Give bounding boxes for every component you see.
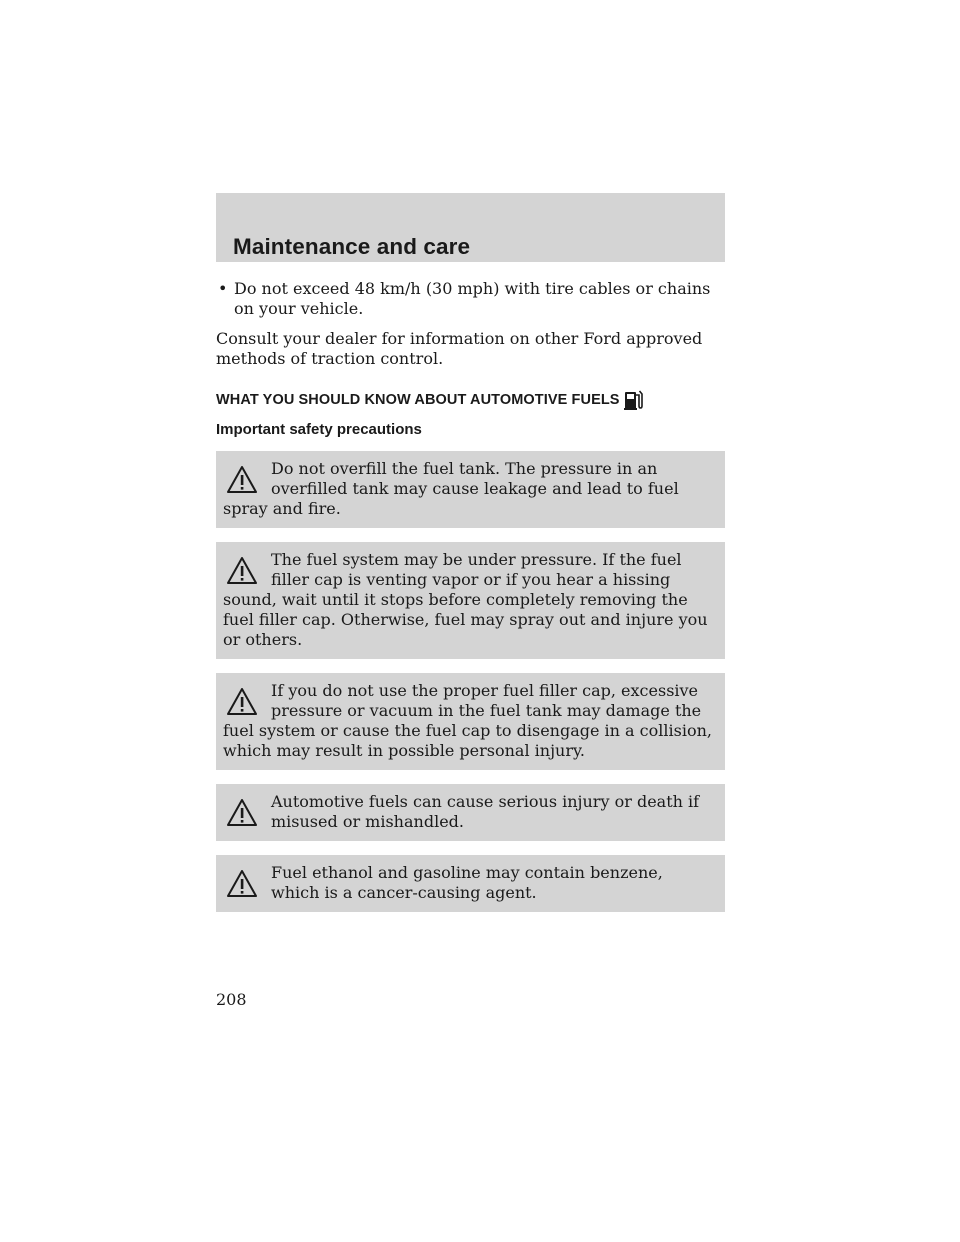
safety-precautions-subheading: Important safety precautions [216, 421, 422, 438]
warning-box [216, 784, 725, 841]
warnings-list [216, 451, 725, 912]
warning-triangle-icon [226, 869, 258, 899]
warning-text: Fuel ethanol and gasoline may contain benzene, which is a cancer-causing agent. [271, 863, 663, 902]
section-title: Maintenance and care [233, 234, 471, 259]
bullet-text: Do not exceed 48 km/h (30 mph) with tire cables or chains on your vehicle. [234, 279, 711, 318]
page-content [216, 279, 725, 926]
warning-text: The fuel system may be under pressure. If the fuel filler cap is venting vapor or if you hear a hissing sound, wait until it stops before completely removing the fuel filler cap. Otherwise, fuel may spray out and injure you or others. [223, 550, 708, 649]
bullet-item [216, 279, 725, 319]
warning-triangle-icon [226, 556, 258, 586]
warning-triangle-icon [226, 687, 258, 717]
warning-text: If you do not use the proper fuel filler cap, excessive pressure or vacuum in the fuel tank may damage the fuel system or cause the fuel cap to disengage in a collision, which may result in possible personal injury. [223, 681, 712, 760]
warning-triangle-icon [226, 798, 258, 828]
bullet-icon: • [218, 279, 228, 298]
page-number: 208 [216, 990, 247, 1009]
fuel-pump-icon [623, 385, 643, 411]
warning-box [216, 855, 725, 912]
warning-text: Automotive fuels can cause serious injury or death if misused or mishandled. [271, 792, 700, 831]
fuels-heading-text: WHAT YOU SHOULD KNOW ABOUT AUTOMOTIVE FUELS [216, 392, 620, 408]
warning-box [216, 673, 725, 770]
fuels-section-heading [216, 383, 725, 409]
warning-text: Do not overfill the fuel tank. The pressure in an overfilled tank may cause leakage and lead to fuel spray and fire. [223, 459, 679, 518]
warning-box [216, 451, 725, 528]
warning-box [216, 542, 725, 659]
warning-triangle-icon [226, 465, 258, 495]
traction-control-paragraph: Consult your dealer for information on other Ford approved methods of traction control. [216, 329, 703, 368]
section-header-band [216, 193, 725, 262]
